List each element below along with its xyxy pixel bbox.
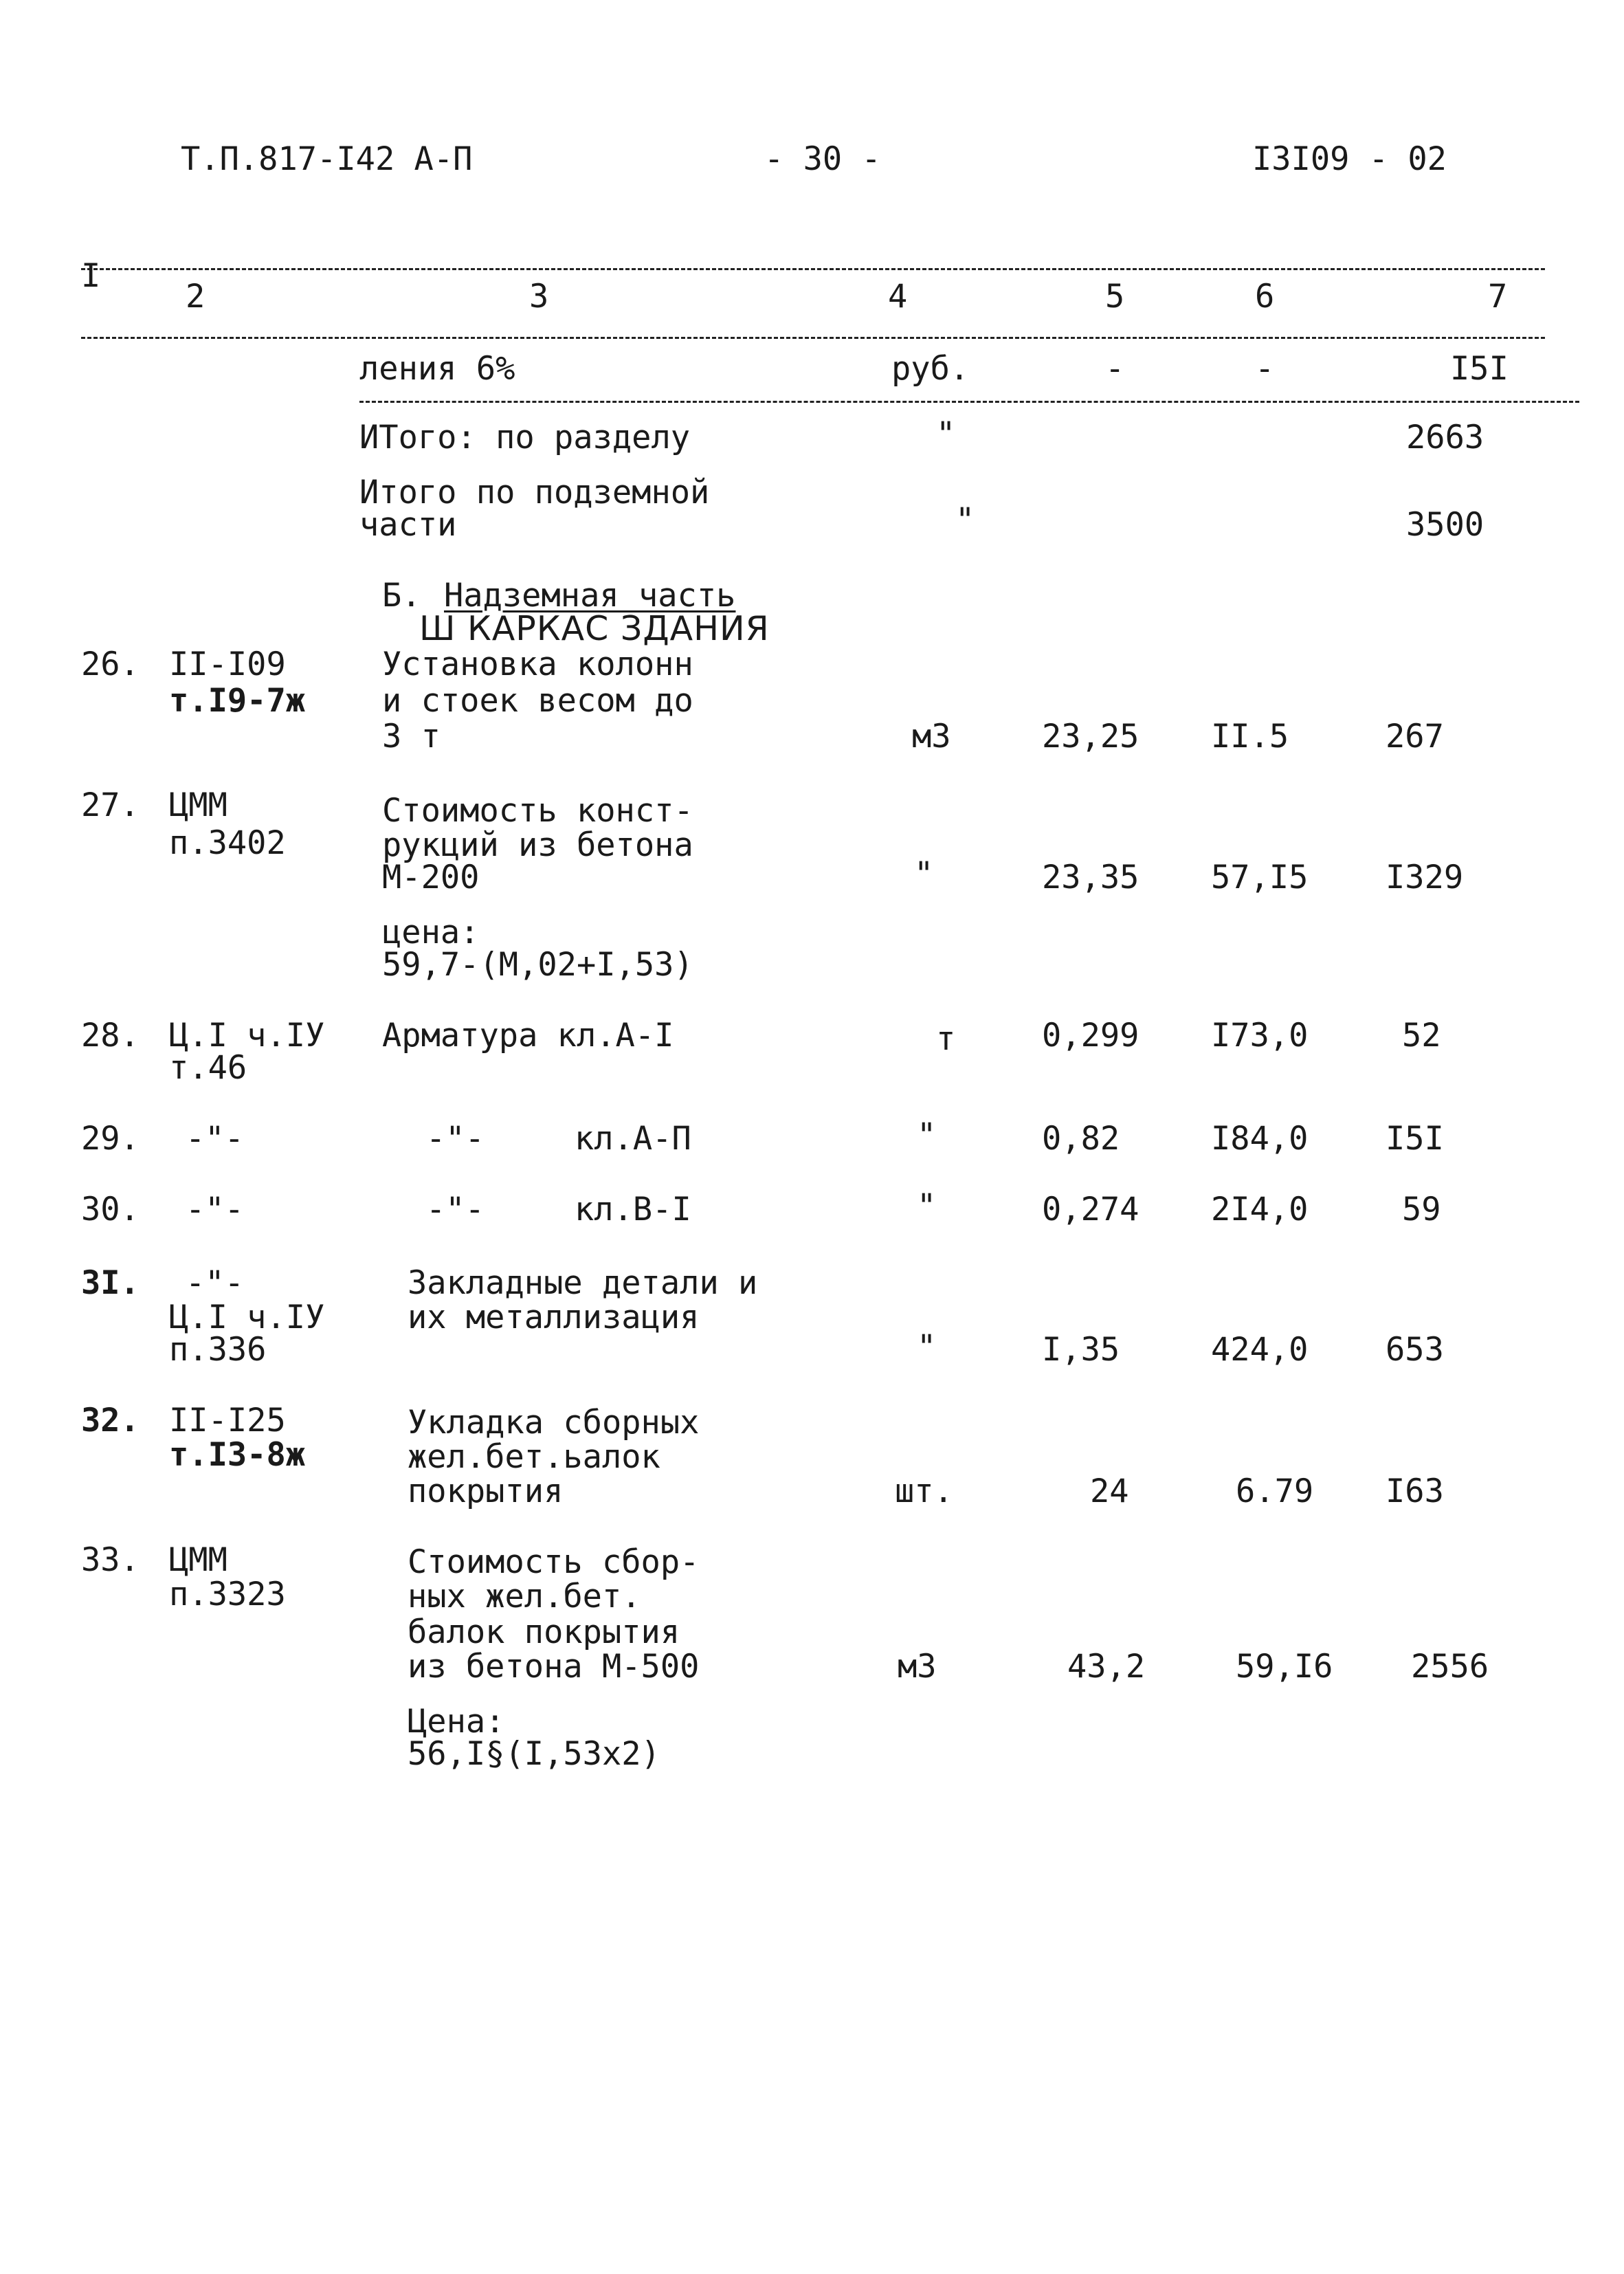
row-33-price-formula: 56,I§(I,53x2) [408,1735,660,1773]
row-30-desc: кл.В-I [575,1191,691,1228]
row-33-total: 2556 [1411,1648,1489,1686]
row-31-code: -"- [186,1264,244,1302]
row-32-code: II-I25 [169,1402,286,1439]
row-30-price: 2I4,0 [1211,1191,1309,1228]
row-27-num: 27. [81,786,140,824]
row-33-desc-3: балок покрытия [408,1613,680,1651]
row-28-code: Ц.I ч.IУ [169,1017,325,1055]
row-28-code-2: т.46 [169,1049,247,1087]
row-26-qty: 23,25 [1042,718,1139,755]
row-cont-total: I5I [1450,350,1509,388]
row-29-total: I5I [1386,1120,1444,1158]
row-31-qty: I,35 [1042,1331,1120,1369]
row-32-desc-2: жел.бет.ьалок [408,1438,660,1476]
underground-total-unit: " [955,501,975,539]
row-29-num: 29. [81,1120,140,1158]
row-cont-desc: ления 6% [359,350,515,388]
col-header-7: 7 [1488,278,1508,316]
row-33-code: ЦММ [169,1541,227,1579]
row-26-desc-3: 3 т [382,718,441,755]
col-header-6: 6 [1255,278,1275,316]
row-32-code-2: т.I3-8ж [169,1436,306,1474]
row-27-desc-2: рукций из бетона [382,826,693,864]
table-top-rule [81,268,1545,270]
row-26-code-2: т.I9-7ж [169,682,306,720]
underground-total-value: 3500 [1406,506,1484,544]
row-27-price: 57,I5 [1211,859,1309,896]
row-31-code-2: Ц.I ч.IУ [169,1299,325,1336]
row-30-desc-ditto: -"- [426,1191,485,1228]
section-prefix: Б. [382,577,421,615]
row-29-unit: " [917,1116,937,1154]
row-32-price: 6.79 [1236,1472,1314,1510]
page-number: - 30 - [764,140,881,178]
row-cont-qty: - [1105,350,1125,388]
row-31-unit: " [917,1328,937,1366]
row-cont-price: - [1255,350,1275,388]
row-33-num: 33. [81,1541,140,1579]
row-31-total: 653 [1386,1331,1444,1369]
row-27-unit: " [914,855,934,893]
row-28-unit: т [936,1020,956,1058]
row-31-price: 424,0 [1211,1331,1309,1369]
row-26-price: II.5 [1211,718,1289,755]
row-29-code: -"- [186,1120,244,1158]
row-28-total: 52 [1402,1017,1441,1055]
row-32-num: 32. [81,1402,140,1439]
row-28-qty: 0,299 [1042,1017,1139,1055]
underground-total-label-2: части [359,506,457,544]
row-32-desc: Укладка сборных [408,1404,700,1442]
row-26-desc: Установка колонн [382,645,693,683]
row-29-desc-ditto: -"- [426,1120,485,1158]
row-32-unit: шт. [895,1472,953,1510]
row-31-code-3: п.336 [169,1331,267,1369]
row-26-total: 267 [1386,718,1444,755]
row-28-price: I73,0 [1211,1017,1309,1055]
row-33-qty: 43,2 [1067,1648,1146,1686]
handwritten-subsection: Ш КАРКАС ЗДАНИЯ [419,609,770,648]
col-header-3: 3 [529,278,549,316]
row-27-desc: Стоимость конст- [382,792,693,830]
row-26-unit: м3 [912,718,951,755]
row-27-code-2: п.3402 [169,824,286,862]
row-33-desc-4: из бетона М-500 [408,1648,700,1686]
doc-code: Т.П.817-I42 А-П [181,140,473,178]
row-30-unit: " [917,1187,937,1225]
underground-total-label: Итого по подземной [359,474,710,511]
header-bottom-rule [81,337,1545,339]
row-33-code-2: п.3323 [169,1576,286,1613]
row-33-price: 59,I6 [1236,1648,1333,1686]
row-33-desc-2: ных жел.бет. [408,1578,641,1615]
col-header-4: 4 [888,278,908,316]
row-31-num: 3I. [81,1264,140,1302]
row-30-num: 30. [81,1191,140,1228]
section-total-label: ИТого: по разделу [359,419,691,456]
row-30-total: 59 [1402,1191,1441,1228]
doc-number: I3I09 - 02 [1252,140,1447,178]
row-26-num: 26. [81,645,140,683]
row-33-unit: м3 [898,1648,937,1686]
section-title: Надземная часть [444,577,736,615]
row-32-total: I63 [1386,1472,1444,1510]
row-27-code: ЦММ [169,786,227,824]
row-29-price: I84,0 [1211,1120,1309,1158]
row-33-price-note: Цена: [408,1703,505,1741]
col-header-2: 2 [186,278,205,316]
subtotal-rule [359,401,1579,403]
row-30-code: -"- [186,1191,244,1228]
row-30-qty: 0,274 [1042,1191,1139,1228]
row-32-desc-3: покрытия [408,1472,564,1510]
row-33-desc: Стоимость сбор- [408,1543,700,1581]
col-header-1: I [81,257,101,295]
row-26-desc-2: и стоек весом до [382,682,693,720]
row-29-qty: 0,82 [1042,1120,1120,1158]
section-total-value: 2663 [1406,419,1484,456]
row-32-qty: 24 [1090,1472,1129,1510]
row-27-total: I329 [1386,859,1464,896]
row-29-desc: кл.А-П [575,1120,691,1158]
section-total-unit: " [936,415,956,453]
row-28-desc: Арматура кл.А-I [382,1017,674,1055]
row-cont-unit: руб. [891,350,970,388]
row-27-qty: 23,35 [1042,859,1139,896]
row-28-num: 28. [81,1017,140,1055]
row-26-code: II-I09 [169,645,286,683]
row-27-price-note: цена: [382,914,480,951]
row-27-desc-3: М-200 [382,859,480,896]
row-27-price-formula: 59,7-(М,02+I,53) [382,946,693,984]
row-31-desc-2: их металлизация [408,1299,700,1336]
row-31-desc: Закладные детали и [408,1264,758,1302]
col-header-5: 5 [1105,278,1125,316]
